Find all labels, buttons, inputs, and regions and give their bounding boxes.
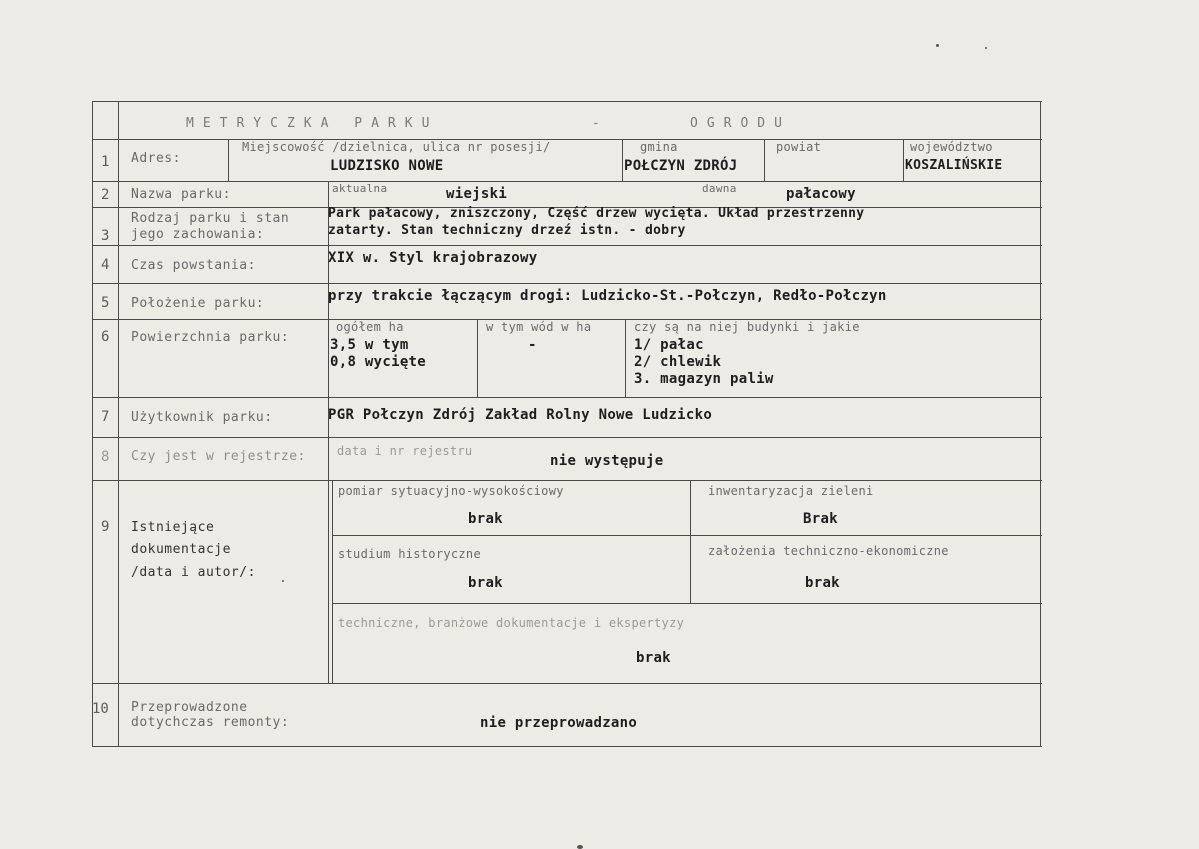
county-label: powiat [776,140,822,154]
documentation-label-line3: /data i autor/: [131,565,256,580]
row-number-2: 2 [101,187,110,203]
address-label: Adres: [131,151,181,166]
repairs-label-line1: Przeprowadzone [131,700,248,715]
current-name-value: wiejski [446,186,508,202]
total-area-line2: 0,8 wycięte [330,354,427,370]
row-number-6: 6 [101,329,110,345]
rule-row1-bottom [92,181,1042,182]
locality-label: Miejscowość /dzielnica, ulica nr posesji/ [242,140,551,154]
rule-r1-label [228,139,229,181]
rule-right [1040,101,1041,746]
rule-title-bottom [92,139,1042,140]
park-name-label: Nazwa parku: [131,187,231,202]
rule-row8-bottom [92,480,1042,481]
rule-r1-voivodeship [903,139,904,181]
park-user-label: Użytkownik parku: [131,410,273,425]
survey-label: pomiar sytuacyjno-wysokościowy [338,484,564,498]
greenery-inventory-label: inwentaryzacja zieleni [708,484,874,498]
card-title-part2: OGRODU [690,116,791,131]
rule-row4-bottom [92,283,1042,284]
rule-row9-bottom [92,683,1042,684]
current-name-label: aktualna [332,182,388,195]
scan-speck [577,845,583,849]
park-type-label-line1: Rodzaj parku i stan [131,211,290,226]
former-name-value: pałacowy [786,186,856,202]
register-label: Czy jest w rejestrze: [131,449,306,464]
scan-speck [985,47,987,49]
rule-number-column [118,101,119,746]
buildings-label: czy są na niej budynki i jakie [634,320,860,334]
park-user-value: PGR Połczyn Zdrój Zakład Rolny Nowe Ludzicko [328,407,713,423]
row-number-7: 7 [101,409,110,425]
row-number-3: 3 [101,228,110,244]
voivodeship-label: województwo [910,140,993,154]
survey-value: brak [468,511,503,527]
total-area-line1: 3,5 w tym [330,337,409,353]
card-title-part1: METRYCZKA PARKU [186,116,439,131]
historic-study-label: studium historyczne [338,547,481,561]
rule-r9-split2 [690,535,691,603]
location-label: Położenie parku: [131,296,265,311]
rule-r1-county [764,139,765,181]
row-number-5: 5 [101,295,110,311]
rule-r6-buildings [625,319,626,397]
building-3: 3. magazyn paliw [634,371,774,387]
building-1: 1/ pałac [634,337,704,353]
row-number-10: 10 [92,701,109,717]
rule-row9-mid1 [332,535,1042,536]
rule-r1-commune [622,139,623,181]
water-area-value: - [528,337,537,353]
expert-docs-label: techniczne, branżowe dokumentacje i ekspertyzy [338,616,685,630]
repairs-label-line2: dotychczas remonty: [131,715,290,730]
rule-label-column-r9 [332,480,333,683]
row-number-8: 8 [101,449,110,465]
historic-study-value: brak [468,575,503,591]
rule-r6-water [477,319,478,397]
creation-time-label: Czas powstania: [131,258,256,273]
row-number-4: 4 [101,257,110,273]
greenery-inventory-value: Brak [803,511,838,527]
row-number-1: 1 [101,154,110,170]
repairs-value: nie przeprowadzano [480,715,638,731]
rule-bottom [92,746,1042,747]
commune-value: POŁCZYN ZDRÓJ [624,158,738,174]
locality-value: LUDZISKO NOWE [330,158,444,174]
water-area-label: w tym wód w ha [486,320,592,334]
row-number-9: 9 [101,519,110,535]
park-type-value-line2: zatarty. Stan techniczny drzeź istn. - dobry [328,223,686,238]
rule-row9-mid2 [332,603,1042,604]
total-area-label: ogółem ha [336,320,404,334]
scan-speck [282,580,284,582]
rule-row6-bottom [92,397,1042,398]
rule-row3-bottom [92,245,1042,246]
location-value: przy trakcie łączącym drogi: Ludzicko-St.-Połczyn, Redło-Połczyn [328,288,887,304]
expert-docs-value: brak [636,650,671,666]
former-name-label: dawna [702,182,737,195]
register-sub-label: data i nr rejestru [337,444,473,458]
documentation-label-line2: dokumentacje [131,542,231,557]
rule-row7-bottom [92,437,1042,438]
tech-econ-value: brak [805,575,840,591]
park-type-label-line2: jego zachowania: [131,227,265,242]
rule-r9-split1 [690,480,691,535]
rule-left [92,101,93,746]
voivodeship-value: KOSZALIŃSKIE [905,158,1003,173]
creation-time-value: XIX w. Styl krajobrazowy [328,250,538,266]
register-value: nie występuje [550,453,664,469]
rule-top [92,101,1042,102]
scan-speck [936,44,939,47]
tech-econ-label: założenia techniczno-ekonomiczne [708,544,949,558]
park-type-value-line1: Park pałacowy, zniszczony, Część drzew wycięta. Układ przestrzenny [328,206,865,221]
card-title-dash: - [592,116,609,131]
area-label: Powierzchnia parku: [131,330,290,345]
documentation-label-line1: Istniejące [131,520,215,535]
commune-label: gmina [640,140,678,154]
building-2: 2/ chlewik [634,354,722,370]
